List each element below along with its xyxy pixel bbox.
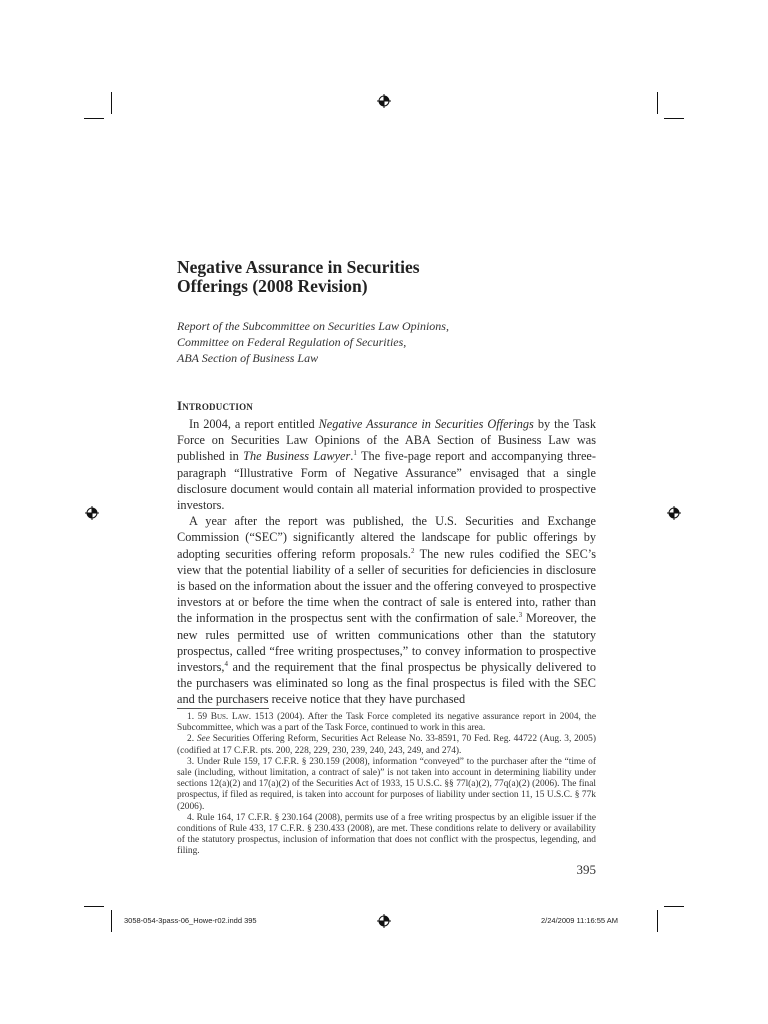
report-attribution [177,318,596,366]
crop-mark-top-left-horizontal [84,118,104,119]
footnote: 4. Rule 164, 17 C.F.R. § 230.164 (2008), permits use of a free writing prospectus by an eligible issuer if the conditions of Rule 433, 17 C.F.R. § 230.433 (2008), are met. These conditions relate to delivery or availability of the statutory prospectus, inclusion of information that does not conflict with the prospectus, legending, and filing. [177,812,596,857]
crop-mark-bottom-left-vertical [111,910,112,932]
footnote: 2. See Securities Offering Reform, Securities Act Release No. 33-8591, 70 Fed. Reg. 44722 (Aug. 3, 2005) (codified at 17 C.F.R. pts. 200, 228, 229, 230, 239, 240, 243, 249, and 274). [177,734,596,756]
crop-mark-bottom-right-vertical [657,910,658,932]
slug-timestamp: 2/24/2009 11:16:55 AM [541,916,619,925]
attribution-line: ABA Section of Business Law [177,351,319,365]
registration-mark-icon [85,506,99,520]
attribution-line: Committee on Federal Regulation of Securities, [177,335,407,349]
article-title-line: Negative Assurance in Securities [177,257,420,277]
footnote: 1. 59 Bus. Law. 1513 (2004). After the Task Force completed its negative assurance report in 2004, the Subcommittee, which was a part of the Task Force, continued to work in this area. [177,712,597,734]
article-title [177,258,596,296]
crop-mark-top-left-vertical [111,92,112,114]
footnotes [177,712,596,858]
attribution-line: Report of the Subcommittee on Securities Law Opinions, [177,319,449,333]
registration-mark-icon [377,94,391,108]
crop-mark-top-right-horizontal [664,118,684,119]
section-heading: Introduction [177,398,253,413]
footnote-divider [177,708,269,709]
footnote-ref: 3 [518,611,523,620]
body-paragraph: In 2004, a report entitled Negative Assurance in Securities Offerings by the Task Force on Securities Law Opinions of the ABA Section of Business Law was published in The Business Lawyer.$^1$ The five-page report and accompanying three-paragraph “Illustrative Form of Negative Assurance” envisaged that a single disclosure document would contain all material information provided to prospective investors. [177,417,596,513]
footnote-ref: 4 [224,659,228,668]
slug-filename: 3058-054-3pass-06_Howe-r02.indd 395 [124,916,257,925]
footnote: 3. Under Rule 159, 17 C.F.R. § 230.159 (2008), information “conveyed” to the purchaser after the “time of sale (including, without limitation, a contract of sale)” is not taken into account in determining liability under sections 12(a)(2) and 17(a)(2) of the Securities Act of 1933, 15 U.S.C. §§ 77l(a)(2), 77q(a)(2) (2006). The final prospectus, if filed as required, is taken into account for purposes of liability under section 11, 15 U.S.C. § 77k (2006). [177,756,596,812]
crop-mark-bottom-right-horizontal [664,906,684,907]
footnote-ref: 2 [410,546,415,555]
registration-mark-icon [667,506,681,520]
registration-mark-icon [377,914,391,928]
footnote-ref: 1 [353,449,357,458]
body-text [177,416,596,708]
page-number: 395 [576,862,596,877]
article-title-line: Offerings (2008 Revision) [177,276,368,296]
crop-mark-bottom-left-horizontal [84,906,104,907]
crop-mark-top-right-vertical [657,92,658,114]
body-paragraph: A year after the report was published, the U.S. Securities and Exchange Commission (“SEC”) significantly altered the landscape for public offerings by adopting securities offering reform proposals.$^2$ The new rules codified the SEC’s view that the potential liability of a seller of securities for deficiencies in disclosure is based on the information about the issuer and the offering conveyed to prospective investors at or before the time when the contract of sale is entered into, rather than the information in the prospectus sent with the confirmation of sale.$^3$ Moreover, the new rules permitted use of written communications other than the statutory prospectus, called “free writing prospectuses,” to convey information to prospective investors,$^4$ and the requirement that the final prospectus be physically delivered to the purchasers was eliminated so long as the final prospectus is filed with the SEC and the purchasers receive notice that they have purchased [177,514,596,707]
